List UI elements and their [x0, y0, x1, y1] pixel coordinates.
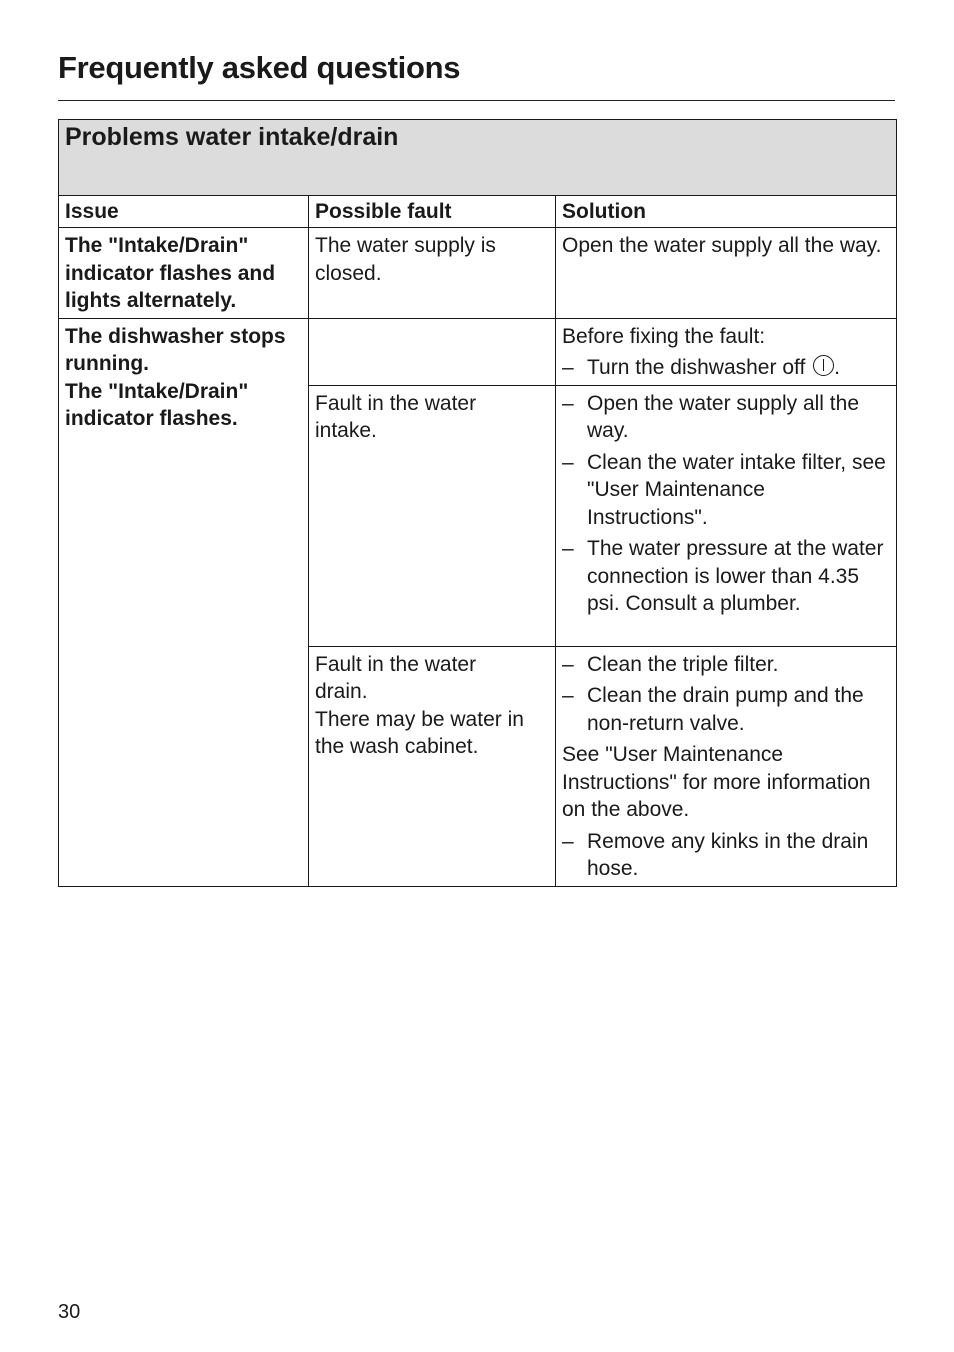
issue-text: The dishwasher stops [65, 324, 286, 348]
bullet-dash: – [562, 356, 574, 379]
solution-note: See "User Maintenance Instructions" for more information on the above. [562, 743, 871, 821]
fault-text: The water supply is [315, 234, 496, 257]
solution-cell [556, 318, 897, 385]
column-header-row [59, 196, 897, 228]
section-title: Problems water intake/drain [59, 120, 897, 196]
fault-text: closed. [315, 261, 382, 285]
issue-cell [59, 228, 309, 319]
page-number: 30 [58, 1301, 81, 1323]
fault-text: Fault in the water [315, 391, 477, 415]
table-row [59, 318, 897, 385]
bullet-dash: – [562, 684, 574, 707]
title-divider [58, 100, 895, 101]
bullet-dash: – [562, 537, 574, 560]
issue-cell [59, 318, 309, 886]
issue-text: The "Intake/Drain" [65, 234, 249, 257]
fault-cell [309, 646, 556, 886]
solution-bullet [562, 828, 890, 883]
bullet-end: . [834, 356, 840, 379]
table-row [59, 228, 897, 319]
solution-bullet-text: Clean the water intake filter, see "User Maintenance Instructions". [587, 450, 886, 529]
bullet-dash: – [562, 450, 574, 474]
solution-bullet [562, 354, 890, 382]
power-off-icon [813, 355, 834, 376]
solution-bullet [562, 682, 890, 737]
section-header-row [59, 120, 897, 196]
fault-text: drain. [315, 680, 368, 703]
fault-cell [309, 385, 556, 646]
fault-text: the wash cabinet. [315, 735, 479, 758]
solution-cell [556, 385, 897, 646]
solution-cell [556, 646, 897, 886]
issue-text: running. [65, 352, 149, 375]
issue-text: indicator flashes and [65, 261, 276, 285]
solution-bullet [562, 449, 890, 532]
solution-bullet-text: Remove any kinks in the drain hose. [587, 829, 869, 880]
issue-text: indicator flashes. [65, 407, 238, 430]
solution-bullet-text: Turn the dishwasher off [587, 356, 806, 379]
solution-bullet [562, 651, 890, 679]
solution-cell [556, 228, 897, 319]
page-title: Frequently asked questions [58, 50, 461, 85]
column-header-fault: Possible fault [309, 196, 556, 228]
faq-table [58, 119, 897, 887]
fault-text: intake. [315, 419, 377, 442]
issue-text: lights alternately. [65, 289, 237, 312]
fault-text: There may be water in [315, 707, 524, 731]
column-header-solution: Solution [556, 196, 897, 228]
solution-bullet [562, 390, 890, 445]
solution-text: Open the water supply all the way. [562, 234, 882, 257]
solution-bullet [562, 535, 890, 618]
bullet-dash: – [562, 652, 574, 676]
fault-text: Fault in the water [315, 652, 477, 676]
solution-bullet-text: Clean the triple filter. [587, 652, 779, 676]
solution-bullet-text: The water pressure at the water connection is lower than 4.35 psi. Consult a plumber. [587, 537, 884, 615]
issue-text: The "Intake/Drain" [65, 379, 249, 403]
fault-cell [309, 228, 556, 319]
solution-text: Before fixing the fault: [562, 324, 766, 348]
column-header-issue: Issue [59, 196, 309, 228]
bullet-dash: – [562, 391, 574, 415]
fault-cell-empty [309, 318, 556, 385]
solution-bullet-text: Clean the drain pump and the non-return valve. [587, 684, 864, 735]
bullet-dash: – [562, 829, 574, 853]
solution-bullet-text: Open the water supply all the way. [587, 391, 859, 442]
